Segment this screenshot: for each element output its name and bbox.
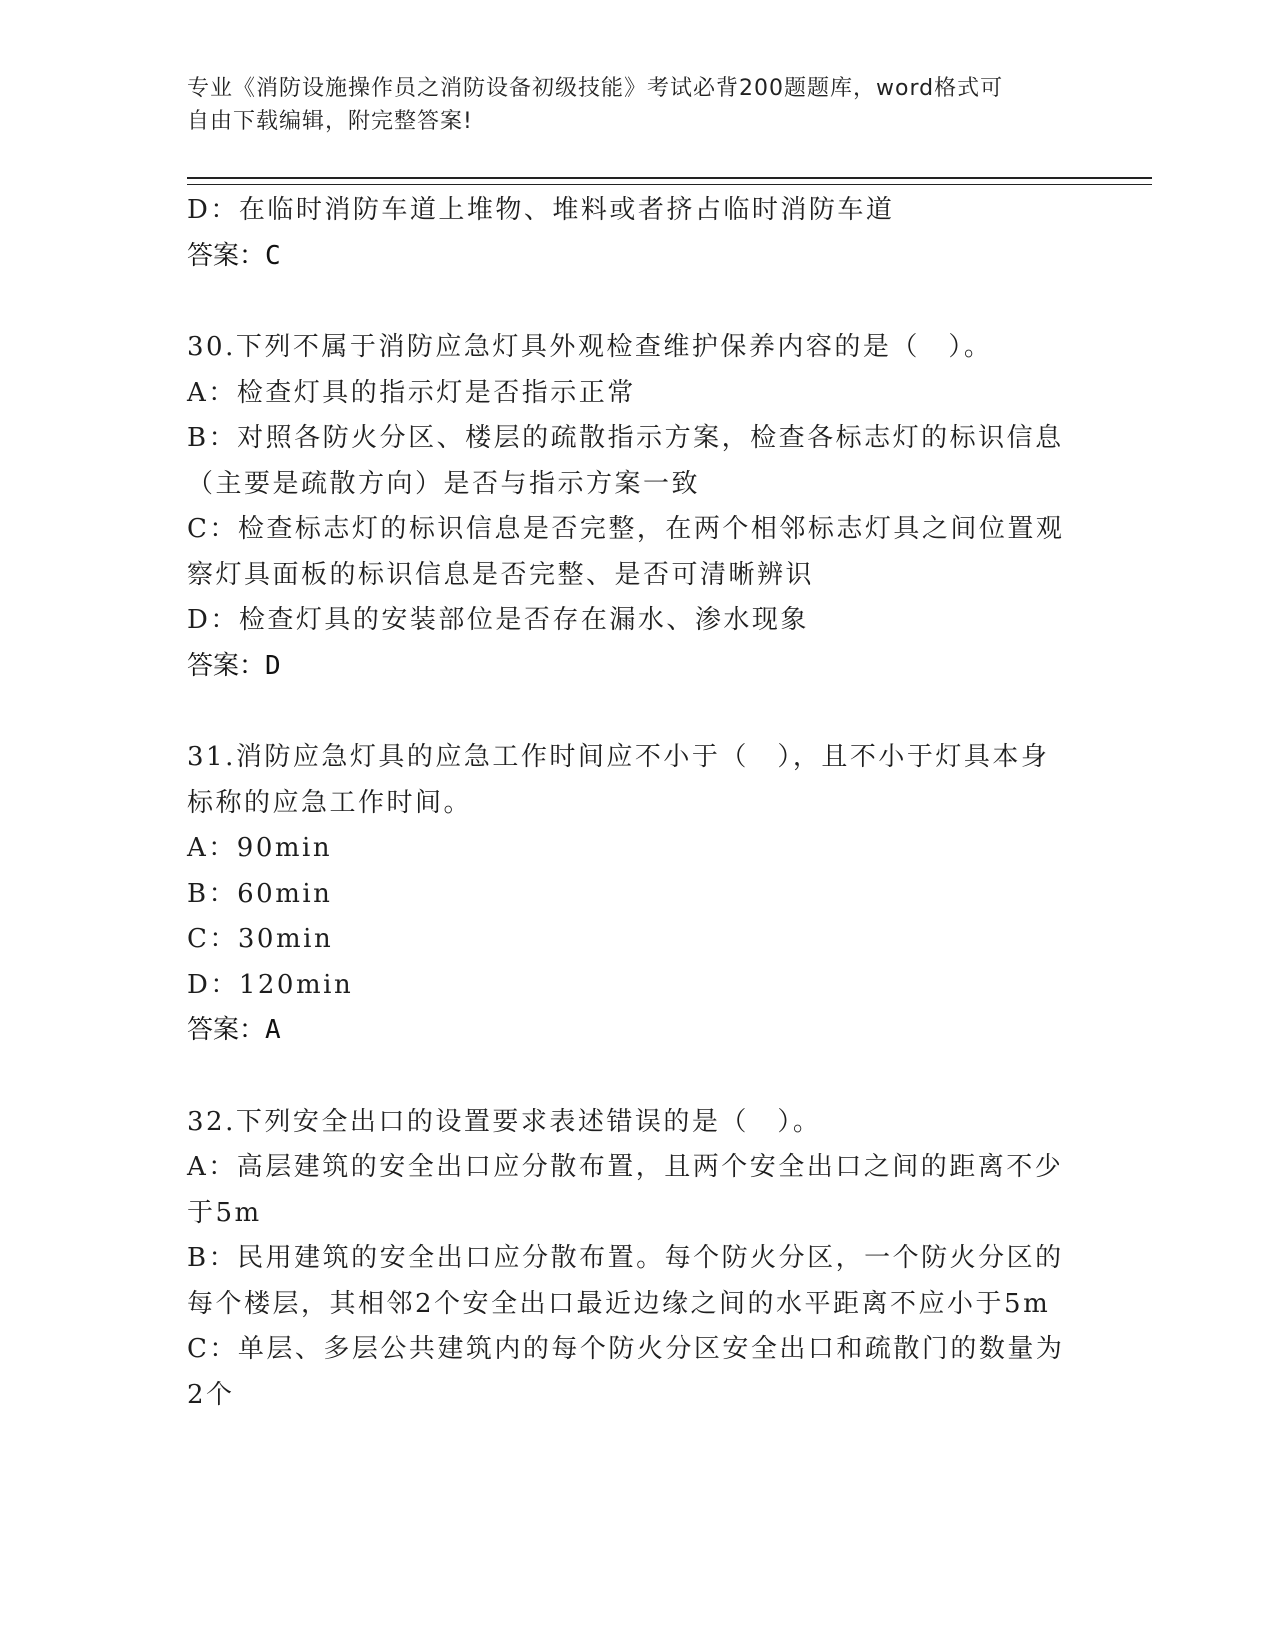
option-c-line-2: 察灯具面板的标识信息是否完整、是否可清晰辨识 — [187, 559, 815, 590]
document-header — [187, 72, 1067, 138]
answer-value: D — [265, 650, 281, 681]
answer-value: A — [265, 1015, 281, 1045]
option-d: D：120min — [187, 969, 354, 1000]
header-title-line-2: 自由下载编辑，附完整答案! — [187, 109, 473, 134]
option-c-line-1: C：单层、多层公共建筑内的每个防火分区安全出口和疏散门的数量为 — [187, 1334, 1065, 1364]
option-b-line-1: B：对照各防火分区、楼层的疏散指示方案，检查各标志灯的标识信息 — [187, 423, 1064, 453]
option-c-line-2: 2个 — [187, 1379, 235, 1410]
option-b-line-2: 每个楼层，其相邻2个安全出口最近边缘之间的水平距离不应小于5m — [187, 1288, 1051, 1319]
option-a-line-2: 于5m — [187, 1197, 262, 1228]
option-b: B：60min — [187, 878, 333, 909]
option-b-line-2: （主要是疏散方向）是否与指示方案一致 — [187, 468, 701, 499]
question-stem-line-1: 31.消防应急灯具的应急工作时间应不小于（ ），且不小于灯具本身 — [187, 742, 1050, 772]
header-divider — [187, 177, 1152, 185]
option-d: D：在临时消防车道上堆物、堆料或者挤占临时消防车道 — [187, 195, 895, 225]
question-31 — [187, 735, 1087, 1054]
option-a: A：90min — [187, 833, 333, 863]
answer-label: 答案： — [187, 650, 266, 681]
question-list — [187, 188, 1087, 1418]
option-a-line-1: A：高层建筑的安全出口应分散布置，且两个安全出口之间的距离不少 — [187, 1152, 1064, 1182]
answer-label: 答案： — [187, 240, 266, 271]
question-stem: 30.下列不属于消防应急灯具外观检查维护保养内容的是（ ）。 — [187, 332, 993, 362]
question-stem: 32.下列安全出口的设置要求表述错误的是（ ）。 — [187, 1106, 822, 1137]
option-b-line-1: B：民用建筑的安全出口应分散布置。每个防火分区，一个防火分区的 — [187, 1243, 1064, 1273]
answer-line — [187, 234, 1087, 280]
option-c-line-1: C：检查标志灯的标识信息是否完整，在两个相邻标志灯具之间位置观 — [187, 514, 1065, 544]
question-30 — [187, 325, 1087, 689]
answer-label: 答案： — [187, 1015, 266, 1045]
answer-line — [187, 644, 1087, 690]
header-title-line-1: 专业《消防设施操作员之消防设备初级技能》考试必背200题题库，word格式可 — [187, 76, 1004, 101]
question-32 — [187, 1100, 1087, 1419]
option-c: C：30min — [187, 924, 334, 954]
answer-value: C — [265, 240, 281, 271]
answer-line — [187, 1008, 1087, 1054]
question-stem-line-2: 标称的应急工作时间。 — [187, 787, 473, 818]
option-a: A：检查灯具的指示灯是否指示正常 — [187, 377, 636, 408]
option-d: D：检查灯具的安装部位是否存在漏水、渗水现象 — [187, 605, 809, 635]
